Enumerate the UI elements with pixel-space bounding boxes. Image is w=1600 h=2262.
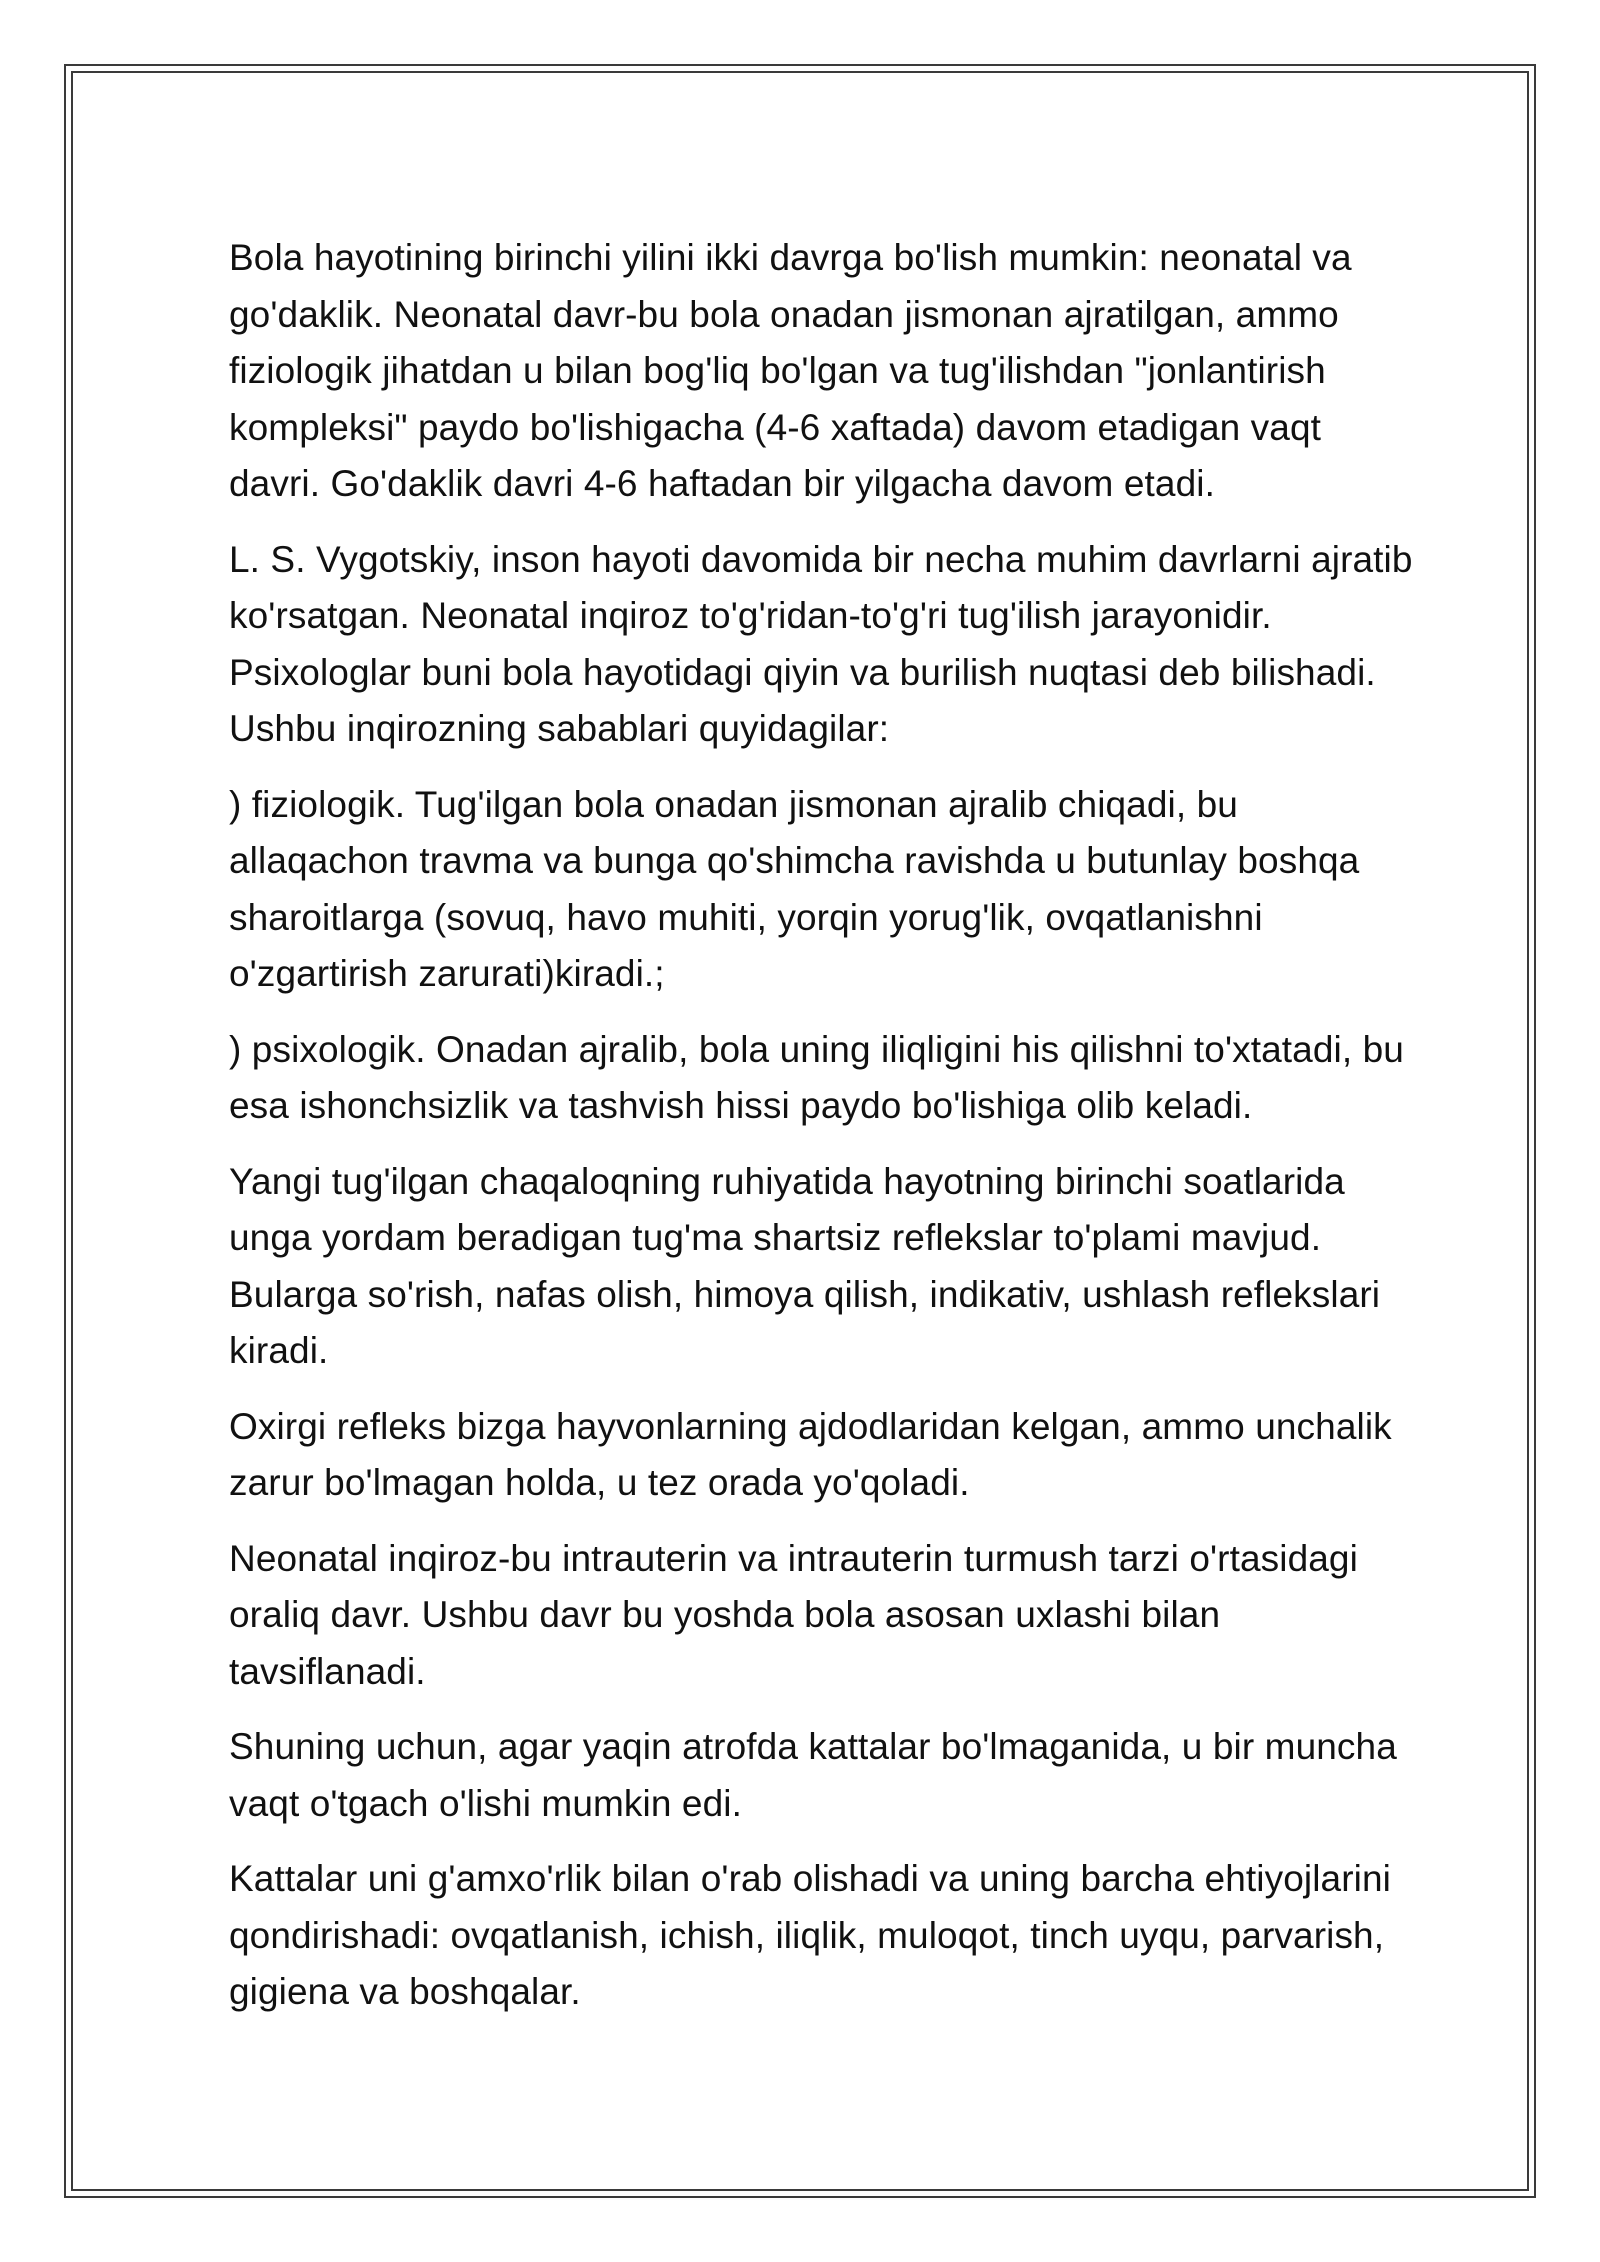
text-line: go'daklik. Neonatal davr-bu bola onadan jismonan ajratilgan, ammo: [229, 293, 1339, 335]
text-line: esa ishonchsizlik va tashvish hissi paydo bo'lishiga olib keladi.: [229, 1085, 1253, 1126]
text-line: unga yordam beradigan tug'ma shartsiz reflekslar to'plami mavjud.: [229, 1217, 1322, 1258]
paragraph-6: [229, 1399, 1509, 1512]
text-line: Bola hayotining birinchi yilini ikki davrga bo'lish mumkin: neonatal va: [229, 237, 1352, 278]
paragraph-1: [229, 230, 1509, 513]
paragraph-5: [229, 1154, 1509, 1380]
text-line: Kattalar uni g'amxo'rlik bilan o'rab olishadi va uning barcha ehtiyojlarini: [229, 1858, 1391, 1899]
paragraph-8: [229, 1719, 1509, 1832]
text-line: Oxirgi refleks bizga hayvonlarning ajdodlaridan kelgan, ammo unchalik: [229, 1405, 1392, 1447]
text-line: Bularga so'rish, nafas olish, himoya qilish, indikativ, ushlash reflekslari: [229, 1273, 1381, 1315]
paragraph-9: [229, 1851, 1509, 2021]
text-line: Neonatal inqiroz-bu intrauterin va intrauterin turmush tarzi o'rtasidagi: [229, 1537, 1358, 1579]
text-line: ) psixologik. Onadan ajralib, bola uning iliqligini his qilishni to'xtatadi, bu: [229, 1028, 1404, 1070]
text-line: zarur bo'lmagan holda, u tez orada yo'qoladi.: [229, 1462, 970, 1503]
text-line: Ushbu inqirozning sabablari quyidagilar:: [229, 708, 890, 749]
paragraph-3: [229, 777, 1509, 1003]
text-line: Psixologlar buni bola hayotidagi qiyin va burilish nuqtasi deb bilishadi.: [229, 651, 1376, 693]
text-line: ko'rsatgan. Neonatal inqiroz to'g'ridan-to'g'ri tug'ilish jarayonidir.: [229, 595, 1272, 636]
document-body: [229, 230, 1509, 2040]
text-line: oraliq davr. Ushbu davr bu yoshda bola asosan uxlashi bilan: [229, 1594, 1221, 1635]
paragraph-2: [229, 532, 1509, 758]
paragraph-4: [229, 1022, 1509, 1135]
text-line: ) fiziologik. Tug'ilgan bola onadan jismonan ajralib chiqadi, bu: [229, 783, 1238, 825]
text-line: tavsiflanadi.: [229, 1650, 426, 1692]
text-line: Shuning uchun, agar yaqin atrofda kattalar bo'lmaganida, u bir muncha: [229, 1726, 1397, 1767]
text-line: kiradi.: [229, 1330, 329, 1371]
text-line: davri. Go'daklik davri 4-6 haftadan bir yilgacha davom etadi.: [229, 463, 1215, 504]
text-line: Yangi tug'ilgan chaqaloqning ruhiyatida hayotning birinchi soatlarida: [229, 1160, 1345, 1202]
text-line: L. S. Vygotskiy, inson hayoti davomida bir necha muhim davrlarni ajratib: [229, 538, 1413, 580]
text-line: fiziologik jihatdan u bilan bog'liq bo'lgan va tug'ilishdan "jonlantirish: [229, 350, 1326, 391]
paragraph-7: [229, 1531, 1509, 1701]
text-line: allaqachon travma va bunga qo'shimcha ravishda u butunlay boshqa: [229, 840, 1360, 881]
text-line: o'zgartirish zarurati)kiradi.;: [229, 953, 665, 994]
text-line: qondirishadi: ovqatlanish, ichish, iliqlik, muloqot, tinch uyqu, parvarish,: [229, 1914, 1385, 1956]
text-line: vaqt o'tgach o'lishi mumkin edi.: [229, 1782, 742, 1824]
text-line: gigiena va boshqalar.: [229, 1971, 581, 2012]
text-line: sharoitlarga (sovuq, havo muhiti, yorqin yorug'lik, ovqatlanishni: [229, 896, 1263, 938]
text-line: kompleksi" paydo bo'lishigacha (4-6 xaftada) davom etadigan vaqt: [229, 406, 1322, 448]
